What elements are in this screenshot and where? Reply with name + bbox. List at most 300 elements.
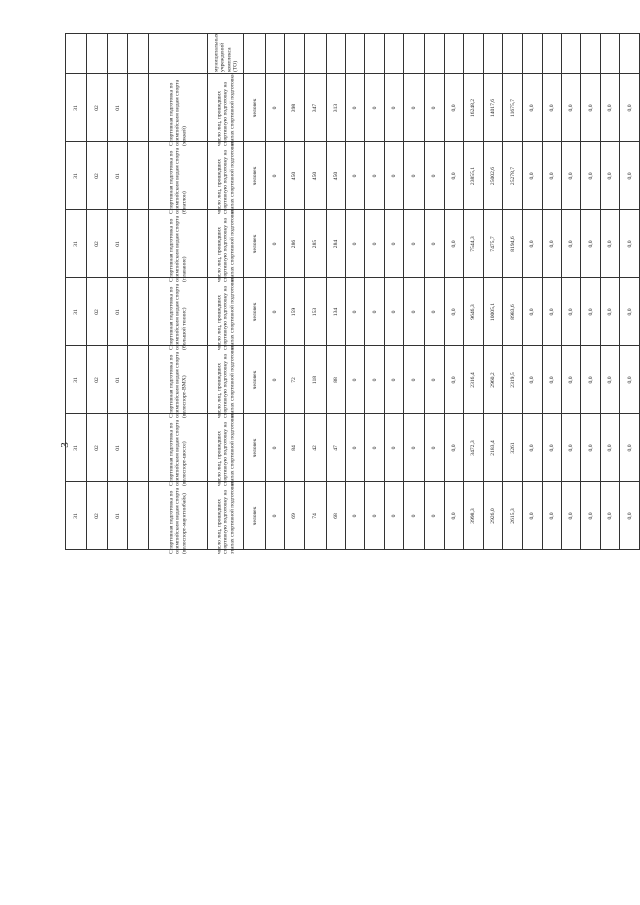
cell-program	[149, 346, 208, 418]
cell-text: 31	[73, 444, 80, 451]
cell-text: 0	[352, 446, 359, 449]
cell-v14	[523, 142, 542, 210]
cell-v9	[425, 210, 444, 278]
cell-text: 84	[291, 444, 298, 451]
budget-table	[65, 32, 640, 554]
cell-text: 0	[371, 378, 378, 381]
cell-text: 31	[73, 376, 80, 383]
cell-text: 02	[94, 172, 101, 179]
cell-v3	[304, 414, 327, 482]
cell-v3	[304, 346, 327, 414]
cell-text: 01	[114, 308, 121, 315]
cell-c1	[66, 74, 87, 142]
header-cell	[425, 34, 444, 74]
cell-v5	[346, 142, 365, 210]
cell-text: 01	[114, 240, 121, 247]
cell-c4	[128, 210, 149, 278]
cell-v8	[404, 74, 425, 142]
cell-c3	[108, 482, 128, 550]
cell-text: 31	[73, 172, 80, 179]
cell-text: 10005,1	[489, 302, 496, 321]
cell-v4	[327, 74, 346, 142]
cell-text: Спортивная подготовка по олимпийским видам спорта (хоккей)	[168, 79, 188, 146]
cell-text: 0,0	[587, 172, 594, 179]
cell-c3	[108, 210, 128, 278]
header-cell	[404, 34, 425, 74]
cell-v18	[600, 278, 619, 346]
cell-text: 0	[431, 174, 438, 177]
cell-text: 0,0	[529, 240, 536, 247]
cell-text: человек	[251, 166, 258, 185]
cell-text: 0,0	[529, 308, 536, 315]
cell-v10	[444, 414, 463, 482]
cell-text: 7475,7	[489, 235, 496, 252]
cell-v9	[425, 142, 444, 210]
cell-v9	[425, 278, 444, 346]
header-cell	[66, 34, 87, 74]
cell-v7	[384, 74, 403, 142]
cell-v12	[483, 142, 502, 210]
cell-v5	[346, 278, 365, 346]
cell-text: Спортивная подготовка по олимпийским видам спорта (велоспорт-шоссе)	[168, 419, 188, 486]
header-cell	[502, 34, 522, 74]
cell-text: 0	[352, 106, 359, 109]
cell-v15	[542, 278, 561, 346]
cell-v10	[444, 346, 463, 414]
cell-v13	[502, 74, 522, 142]
cell-text: 0	[272, 106, 279, 109]
cell-text: 284	[332, 239, 339, 248]
cell-text: человек	[251, 98, 258, 117]
cell-c2	[87, 278, 108, 346]
cell-text: 01	[114, 376, 121, 383]
cell-indicator	[208, 412, 243, 486]
cell-text: человек	[251, 302, 258, 321]
cell-text: 0,0	[548, 172, 555, 179]
cell-text: 0,0	[568, 104, 575, 111]
cell-text: 313	[332, 103, 339, 112]
cell-v19	[620, 482, 640, 550]
cell-text: 0,0	[568, 240, 575, 247]
cell-text: 0,0	[626, 376, 633, 383]
cell-text: 0,0	[607, 308, 614, 315]
cell-v17	[581, 278, 600, 346]
cell-text: 0,0	[529, 444, 536, 451]
cell-unit	[243, 346, 266, 414]
cell-text: 01	[114, 512, 121, 519]
cell-text: 0	[272, 514, 279, 517]
cell-text: 2316,4	[470, 371, 477, 388]
cell-v4	[327, 278, 346, 346]
cell-v7	[384, 210, 403, 278]
cell-v13	[502, 142, 522, 210]
header-cell	[243, 34, 266, 74]
cell-text: 0,0	[587, 308, 594, 315]
cell-v17	[581, 142, 600, 210]
cell-v4	[327, 482, 346, 550]
cell-v8	[404, 278, 425, 346]
cell-text: 0	[411, 174, 418, 177]
cell-v15	[542, 482, 561, 550]
cell-text: 0,0	[529, 172, 536, 179]
cell-text: 0	[411, 310, 418, 313]
cell-text: 0	[391, 242, 398, 245]
cell-c4	[128, 346, 149, 414]
cell-text: человек	[251, 370, 258, 389]
cell-text: 0	[371, 514, 378, 517]
cell-v9	[425, 414, 444, 482]
cell-c4	[128, 414, 149, 482]
cell-text: 0	[371, 446, 378, 449]
cell-program	[149, 482, 208, 554]
cell-v15	[542, 74, 561, 142]
cell-text: 3261	[509, 441, 516, 454]
cell-text: 285	[312, 239, 319, 248]
cell-text: 25278,7	[509, 166, 516, 185]
header-cell	[208, 34, 243, 74]
cell-v6	[365, 278, 384, 346]
cell-text: 0	[391, 310, 398, 313]
cell-program	[149, 210, 208, 282]
cell-v12	[483, 346, 502, 414]
cell-c4	[128, 278, 149, 346]
cell-indicator	[208, 208, 243, 282]
cell-v12	[483, 210, 502, 278]
table-row	[66, 346, 640, 414]
cell-text: 31	[73, 512, 80, 519]
cell-c1	[66, 346, 87, 414]
cell-program	[149, 414, 208, 486]
cell-v9	[425, 482, 444, 550]
cell-text: 0,0	[626, 308, 633, 315]
cell-text: 0,0	[548, 104, 555, 111]
cell-v2	[285, 414, 304, 482]
cell-text: 0,0	[529, 512, 536, 519]
cell-text: 01	[114, 104, 121, 111]
cell-v2	[285, 142, 304, 210]
cell-text: 0,0	[450, 240, 457, 247]
cell-v17	[581, 210, 600, 278]
cell-text: число лиц, прошедших спортивную подготовку на этапах спортивной подготовки	[216, 480, 235, 554]
cell-text: число лиц, прошедших спортивную подготовку на этапах спортивной подготовки	[216, 344, 235, 418]
cell-v16	[562, 482, 581, 550]
cell-c2	[87, 346, 108, 414]
cell-text: 0	[411, 378, 418, 381]
cell-text: 450	[332, 171, 339, 180]
cell-text: 0	[272, 310, 279, 313]
cell-text: 0,0	[450, 104, 457, 111]
cell-text: Спортивная подготовка по олимпийским видам спорта (велоспорт-маунтинбайк)	[168, 487, 188, 554]
cell-text: 0	[391, 106, 398, 109]
cell-text: 31	[73, 104, 80, 111]
cell-text: 47	[332, 444, 339, 451]
cell-v8	[404, 414, 425, 482]
cell-v3	[304, 482, 327, 550]
cell-c1	[66, 278, 87, 346]
cell-v7	[384, 278, 403, 346]
cell-text: 2960,2	[489, 371, 496, 388]
cell-v6	[365, 414, 384, 482]
header-cell	[523, 34, 542, 74]
cell-text: 0	[431, 514, 438, 517]
cell-v9	[425, 74, 444, 142]
cell-indicator	[208, 276, 243, 350]
cell-text: 8983,6	[509, 303, 516, 320]
header-cell	[562, 34, 581, 74]
cell-v2	[285, 346, 304, 414]
cell-text: 347	[312, 103, 319, 112]
cell-v15	[542, 210, 561, 278]
table-row	[66, 74, 640, 142]
table-header-row	[66, 34, 640, 74]
header-cell	[149, 34, 208, 74]
header-cell	[581, 34, 600, 74]
cell-v19	[620, 142, 640, 210]
cell-text: число лиц, прошедших спортивную подготовку на этапах спортивной подготовки	[216, 276, 235, 350]
cell-v18	[600, 482, 619, 550]
header-cell	[600, 34, 619, 74]
cell-c1	[66, 414, 87, 482]
cell-program	[149, 278, 208, 350]
cell-text: 0,0	[548, 376, 555, 383]
cell-v13	[502, 482, 522, 550]
cell-v14	[523, 278, 542, 346]
cell-v3	[304, 278, 327, 346]
cell-v19	[620, 74, 640, 142]
cell-v10	[444, 142, 463, 210]
cell-v4	[327, 142, 346, 210]
cell-text: 0,0	[450, 444, 457, 451]
cell-text: 0	[371, 106, 378, 109]
cell-v12	[483, 74, 502, 142]
cell-text: 0	[352, 310, 359, 313]
cell-v13	[502, 414, 522, 482]
cell-text: 0,0	[450, 376, 457, 383]
cell-v13	[502, 346, 522, 414]
cell-c2	[87, 414, 108, 482]
cell-text: 2319,5	[509, 371, 516, 388]
cell-text: 0,0	[626, 240, 633, 247]
cell-text: 0	[352, 378, 359, 381]
cell-text: 0,0	[587, 512, 594, 519]
header-cell	[266, 34, 285, 74]
cell-c1	[66, 482, 87, 550]
cell-indicator	[208, 140, 243, 214]
cell-v10	[444, 278, 463, 346]
cell-text: 0	[371, 174, 378, 177]
cell-text: 3998,3	[470, 507, 477, 524]
cell-unit	[243, 142, 266, 210]
cell-text: число лиц, прошедших спортивную подготовку на этапах спортивной подготовки	[216, 208, 235, 282]
cell-v18	[600, 414, 619, 482]
cell-text: 0,0	[450, 308, 457, 315]
cell-c1	[66, 210, 87, 278]
cell-text: 0,0	[568, 308, 575, 315]
cell-v5	[346, 414, 365, 482]
cell-text: 23855,1	[470, 166, 477, 185]
cell-text: 68	[332, 512, 339, 519]
cell-v5	[346, 74, 365, 142]
cell-text: число лиц, прошедших спортивную подготовку на этапах спортивной подготовки	[216, 72, 235, 146]
cell-text: 02	[94, 444, 101, 451]
cell-v12	[483, 482, 502, 550]
cell-v17	[581, 74, 600, 142]
cell-v1	[266, 414, 285, 482]
cell-text: 0	[431, 310, 438, 313]
cell-text: 74	[312, 512, 319, 519]
cell-unit	[243, 74, 266, 142]
cell-v16	[562, 278, 581, 346]
cell-v7	[384, 414, 403, 482]
header-cell	[346, 34, 365, 74]
cell-v6	[365, 74, 384, 142]
cell-v9	[425, 346, 444, 414]
cell-v10	[444, 74, 463, 142]
cell-v11	[464, 278, 483, 346]
cell-v14	[523, 414, 542, 482]
cell-v15	[542, 346, 561, 414]
cell-v8	[404, 346, 425, 414]
cell-text: 0,0	[626, 104, 633, 111]
cell-v13	[502, 278, 522, 346]
cell-v19	[620, 210, 640, 278]
cell-indicator	[208, 344, 243, 418]
cell-v4	[327, 414, 346, 482]
cell-text: 0	[431, 106, 438, 109]
cell-v6	[365, 210, 384, 278]
cell-v8	[404, 210, 425, 278]
header-cell	[304, 34, 327, 74]
cell-v14	[523, 482, 542, 550]
cell-v11	[464, 482, 483, 550]
cell-c4	[128, 482, 149, 550]
cell-v14	[523, 74, 542, 142]
cell-v12	[483, 278, 502, 346]
cell-v2	[285, 482, 304, 550]
cell-unit	[243, 278, 266, 346]
cell-text: 0	[411, 106, 418, 109]
cell-text: 0	[391, 514, 398, 517]
cell-text: 0,0	[607, 172, 614, 179]
header-cell	[444, 34, 463, 74]
cell-text: 2183,4	[489, 439, 496, 456]
cell-c4	[128, 142, 149, 210]
header-cell-text: муниципальных учреждений комплекса (ТО)	[212, 32, 238, 72]
cell-v7	[384, 346, 403, 414]
cell-c2	[87, 210, 108, 278]
cell-v19	[620, 346, 640, 414]
cell-text: 0	[352, 242, 359, 245]
header-cell	[464, 34, 483, 74]
cell-text: 0	[391, 378, 398, 381]
table-row	[66, 414, 640, 482]
cell-text: 0	[371, 310, 378, 313]
cell-v10	[444, 482, 463, 550]
cell-text: 0,0	[450, 172, 457, 179]
cell-v2	[285, 278, 304, 346]
cell-c3	[108, 346, 128, 414]
cell-unit	[243, 414, 266, 482]
cell-text: 01	[114, 172, 121, 179]
cell-v10	[444, 210, 463, 278]
cell-text: 0	[371, 242, 378, 245]
cell-text: 0,0	[568, 444, 575, 451]
cell-indicator	[208, 72, 243, 146]
cell-text: 398	[291, 103, 298, 112]
header-cell	[483, 34, 502, 74]
cell-v14	[523, 210, 542, 278]
cell-text: 31	[73, 308, 80, 315]
cell-text: человек	[251, 234, 258, 253]
cell-v1	[266, 278, 285, 346]
cell-text: 0	[352, 514, 359, 517]
cell-text: 14017,6	[489, 98, 496, 117]
cell-program	[149, 142, 208, 214]
cell-v19	[620, 414, 640, 482]
cell-v16	[562, 74, 581, 142]
cell-v17	[581, 482, 600, 550]
cell-c3	[108, 414, 128, 482]
cell-v1	[266, 210, 285, 278]
cell-text: 0,0	[587, 444, 594, 451]
cell-c3	[108, 74, 128, 142]
cell-text: 0	[272, 174, 279, 177]
cell-c4	[128, 74, 149, 142]
cell-text: 0	[272, 242, 279, 245]
cell-v15	[542, 142, 561, 210]
header-cell	[384, 34, 403, 74]
cell-text: 0,0	[568, 512, 575, 519]
header-cell	[87, 34, 108, 74]
cell-v11	[464, 346, 483, 414]
cell-v4	[327, 210, 346, 278]
cell-v11	[464, 142, 483, 210]
cell-text: число лиц, прошедших спортивную подготовку на этапах спортивной подготовки	[216, 412, 235, 486]
cell-text: человек	[251, 438, 258, 457]
cell-text: 0,0	[607, 104, 614, 111]
cell-text: 02	[94, 376, 101, 383]
cell-v8	[404, 482, 425, 550]
cell-indicator	[208, 480, 243, 554]
cell-text: 02	[94, 512, 101, 519]
cell-text: Спортивная подготовка по олимпийским видам спорта (велоспорт-BMX)	[168, 351, 188, 418]
cell-v11	[464, 210, 483, 278]
cell-text: 134	[332, 307, 339, 316]
cell-v2	[285, 74, 304, 142]
cell-v15	[542, 414, 561, 482]
cell-v7	[384, 142, 403, 210]
cell-text: 02	[94, 104, 101, 111]
cell-text: 0,0	[548, 308, 555, 315]
header-cell	[365, 34, 384, 74]
cell-text: 0	[352, 174, 359, 177]
cell-v1	[266, 482, 285, 550]
cell-c2	[87, 482, 108, 550]
header-cell	[285, 34, 304, 74]
header-cell	[620, 34, 640, 74]
cell-text: 88	[332, 376, 339, 383]
cell-v3	[304, 74, 327, 142]
cell-v11	[464, 414, 483, 482]
cell-v7	[384, 482, 403, 550]
cell-v17	[581, 346, 600, 414]
cell-v1	[266, 346, 285, 414]
cell-text: 02	[94, 308, 101, 315]
cell-v8	[404, 142, 425, 210]
cell-text: 0	[431, 242, 438, 245]
cell-text: 0,0	[548, 444, 555, 451]
cell-text: Спортивная подготовка по олимпийским видам спорта (биатлон)	[168, 147, 188, 214]
